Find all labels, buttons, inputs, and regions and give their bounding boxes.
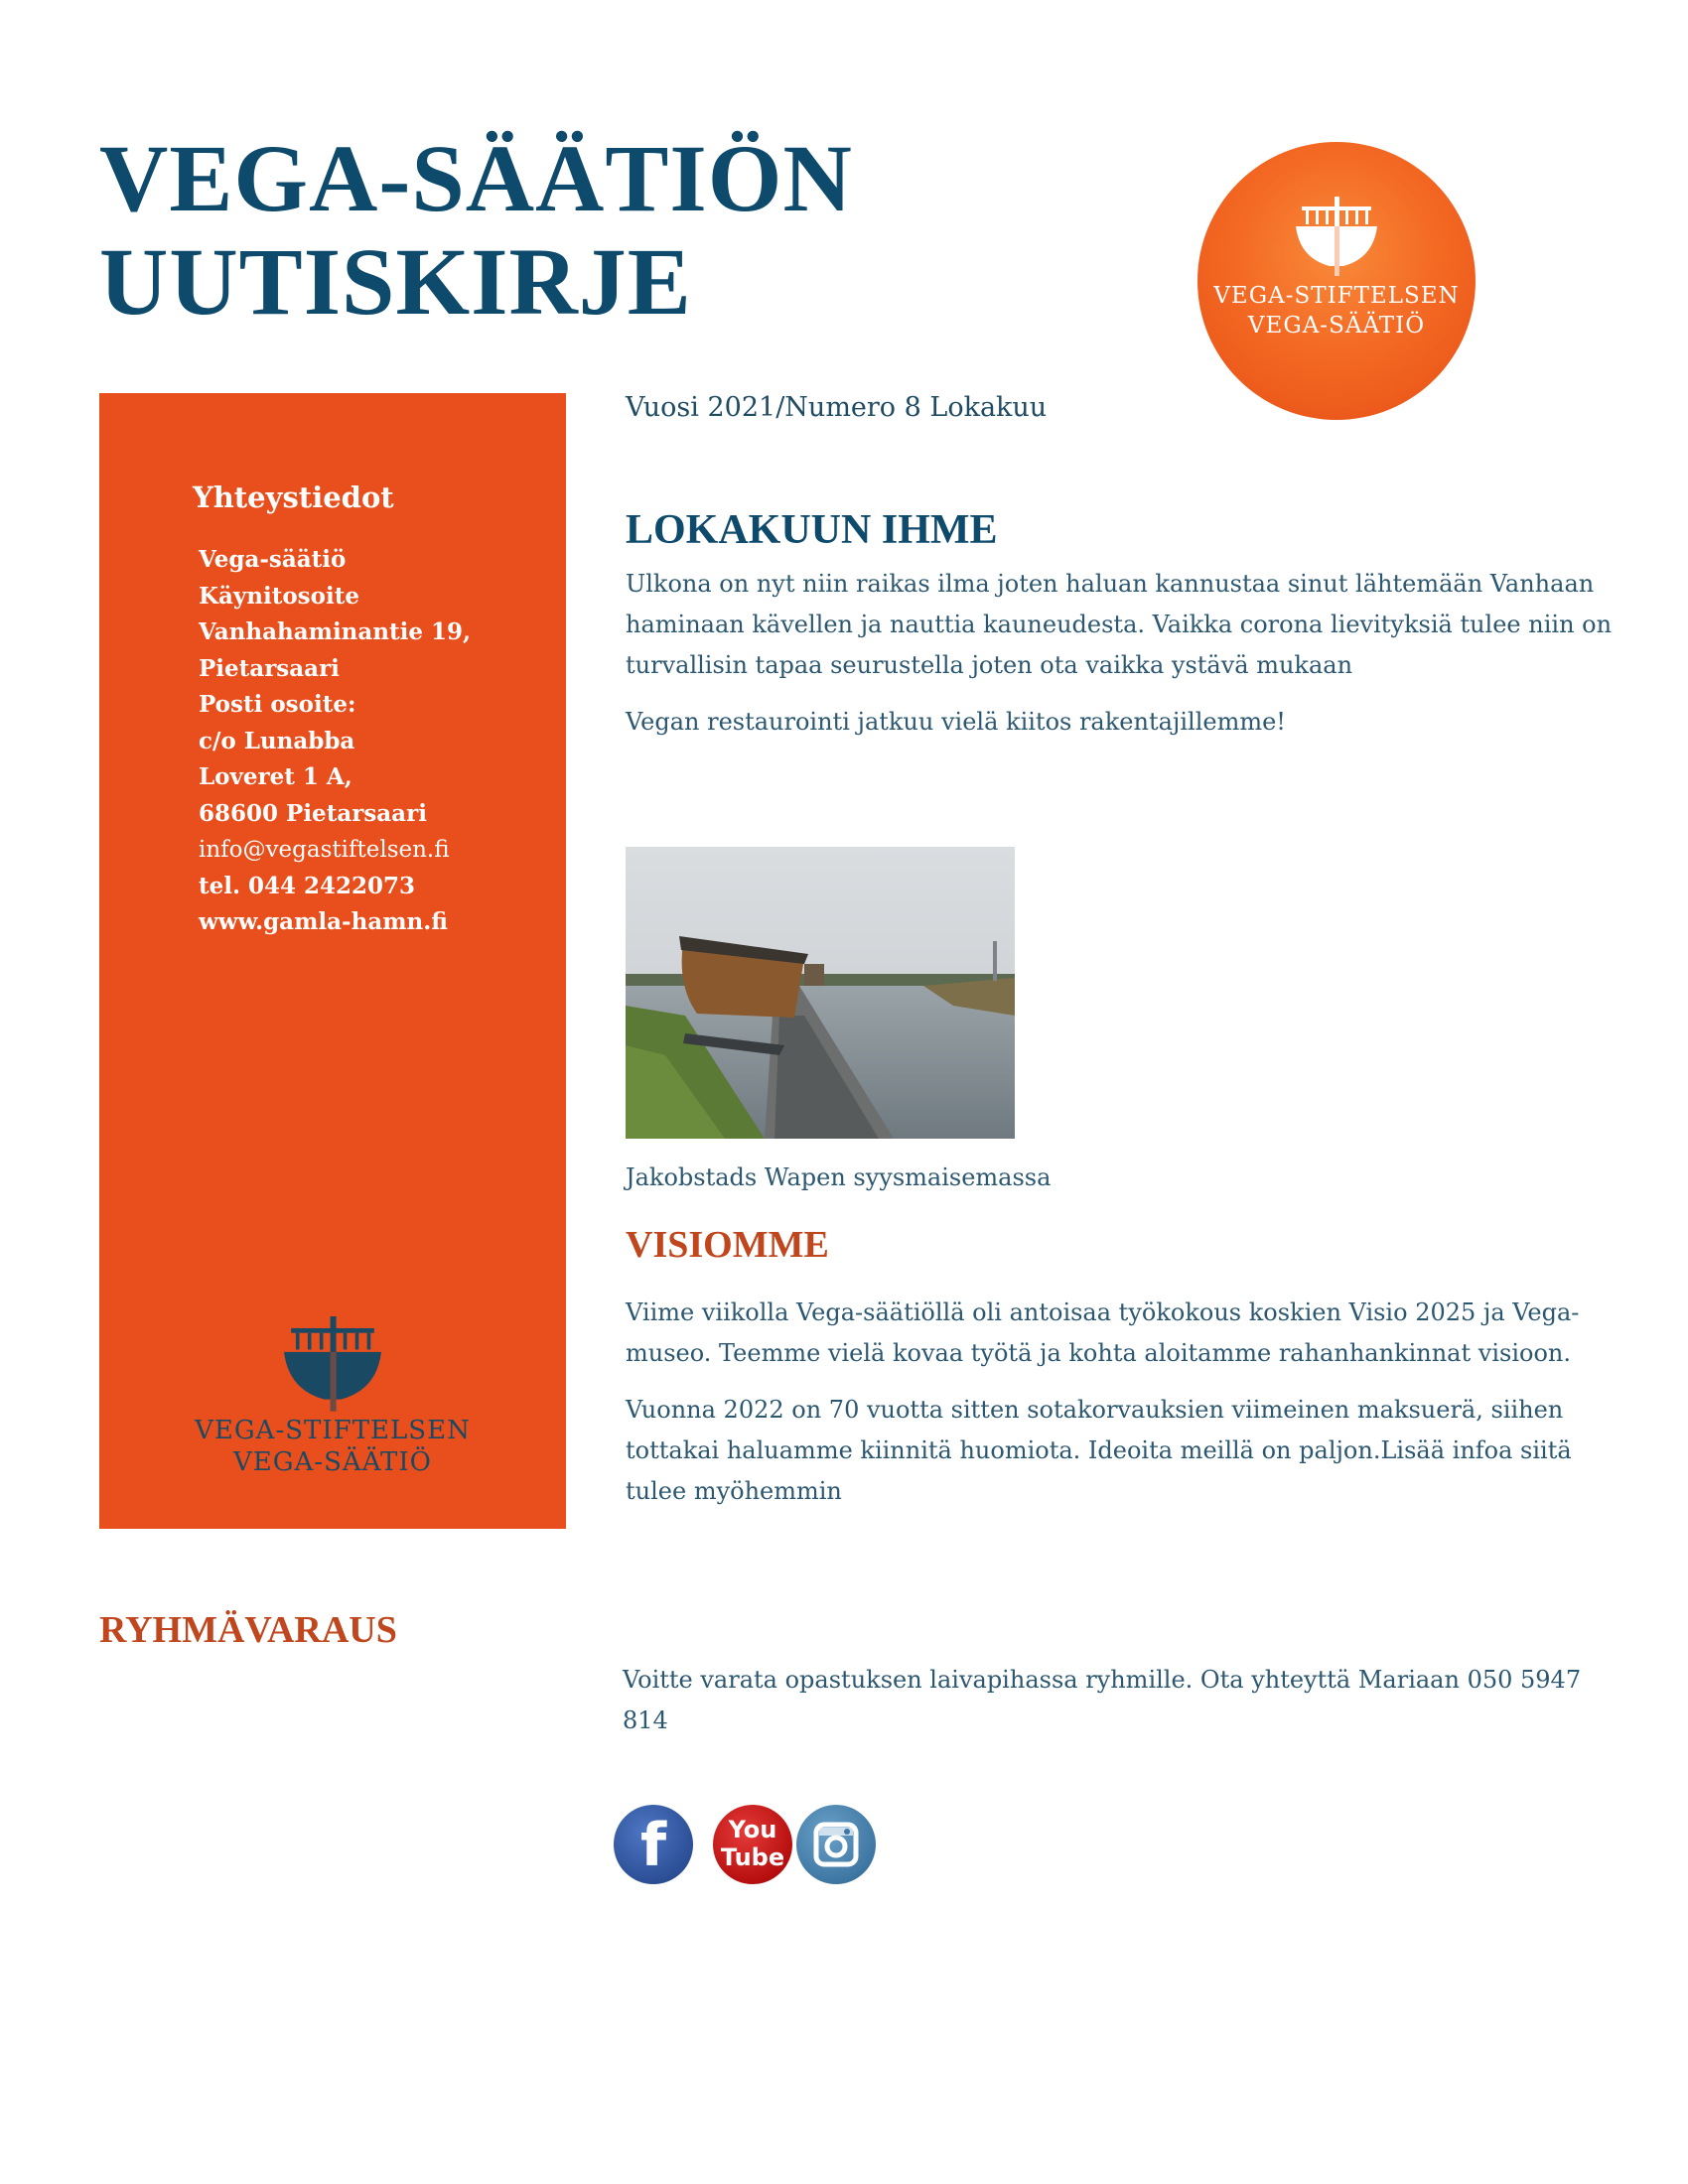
article-line: Voitte varata opastuksen laivapihassa ryhmille. Ota yhteyttä Mariaan 050 5947 [623,1666,1582,1694]
article-line: Vuonna 2022 on 70 vuotta sitten sotakorvauksien viimeinen maksuerä, siihen [626,1396,1564,1424]
contact-website-link[interactable]: www.gamla-hamn.fi [199,908,449,935]
harbor-image [626,847,1015,1139]
contact-post-street: Loveret 1 A, [199,763,352,790]
article-body-vision [626,1293,1618,1512]
article-line: 814 [623,1706,668,1734]
article-line: Vegan restaurointi jatkuu vielä kiitos rakentajillemme! [626,708,1286,736]
logo-text-finnish: VEGA-SÄÄTIÖ [1247,313,1426,339]
youtube-icon[interactable] [713,1805,792,1884]
contact-phone: tel. 044 2422073 [199,872,416,899]
contact-co: c/o Lunabba [199,727,355,754]
title-line-2: UUTISKIRJE [99,228,692,335]
article-body-group-booking [623,1660,1616,1741]
contact-post-label: Posti osoite: [199,691,356,718]
contact-name: Vega-säätiö [199,546,347,573]
logo-text-swedish: VEGA-STIFTELSEN [1213,283,1460,309]
article-line: museo. Teemme vielä kovaa työtä ja kohta aloitamme rahanhankinnat visioon. [626,1339,1571,1367]
contact-visit-label: Käynitosoite [199,582,359,610]
contact-street: Vanhahaminantie 19, [199,618,472,645]
article-body-october [626,564,1618,743]
camera-icon [796,1805,876,1884]
facebook-icon[interactable] [614,1805,693,1884]
article-line: Ulkona on nyt niin raikas ilma joten haluan kannustaa sinut lähtemään Vanhaan [626,570,1595,598]
youtube-text-2: Tube [720,1843,785,1871]
title-line-1: VEGA-SÄÄTIÖN [99,125,853,231]
article-heading-october: LOKAKUUN IHME [626,507,998,553]
issue-info: Vuosi 2021/Numero 8 Lokakuu [626,392,1048,423]
article-line: turvallisin tapaa seurustella joten ota vaikka ystävä mukaan [626,651,1353,679]
contact-city: Pietarsaari [199,654,340,682]
facebook-letter: f [639,1811,667,1880]
logo-text-finnish: VEGA-SÄÄTIÖ [233,1447,432,1477]
ship-icon [1292,197,1381,278]
instagram-icon[interactable] [796,1805,876,1884]
foundation-logo [1197,142,1476,420]
article-line: Viime viikolla Vega-säätiöllä oli antoisaa työkokous koskien Visio 2025 ja Vega- [626,1298,1580,1326]
article-line: tulee myöhemmin [626,1477,842,1505]
ship-photo [626,847,1015,1139]
logo-text-swedish: VEGA-STIFTELSEN [195,1416,471,1445]
ship-icon [278,1316,387,1414]
contact-postcode: 68600 Pietarsaari [199,799,427,827]
newsletter-title [99,127,993,334]
contact-sidebar [99,393,566,1529]
article-line: tottakai haluamme kiinnitä huomiota. Ideoita meillä on paljon.Lisää infoa siitä [626,1436,1572,1464]
article-heading-vision: VISIOMME [626,1224,829,1266]
contact-email-link[interactable]: info@vegastiftelsen.fi [199,837,450,863]
article-heading-group-booking: RYHMÄVARAUS [99,1609,397,1651]
contact-details [199,542,556,941]
youtube-text-1: You [728,1816,777,1843]
contact-heading: Yhteystiedot [193,480,394,514]
photo-caption: Jakobstads Wapen syysmaisemassa [626,1163,1052,1191]
article-line: haminaan kävellen ja nauttia kauneudesta. Vaikka corona lievityksiä tulee niin on [626,611,1613,638]
